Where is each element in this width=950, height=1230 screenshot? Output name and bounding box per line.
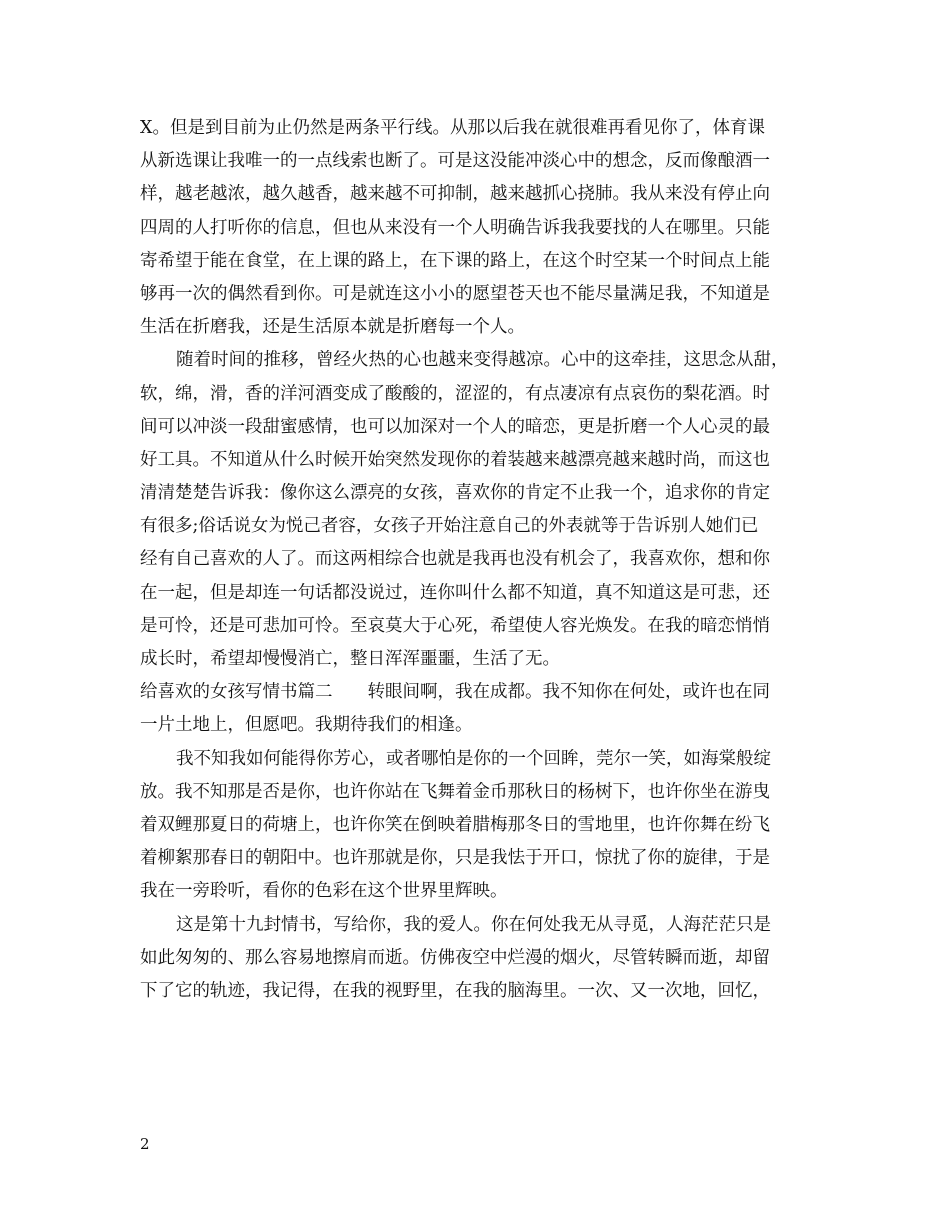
document-body <box>140 112 820 1008</box>
text-line: 样，越老越浓，越久越香，越来越不可抑制，越来越抓心挠肺。我从来没有停止向 <box>140 184 770 205</box>
text-line: 是可怜，还是可悲加可怜。至哀莫大于心死，希望使人容光焕发。在我的暗恋悄悄 <box>140 615 770 636</box>
text-line: 生活在折磨我，还是生活原本就是折磨每一个人。 <box>140 317 525 338</box>
text-line: 有很多;俗话说女为悦己者容，女孩子开始注意自己的外表就等于告诉别人她们已 <box>140 516 759 537</box>
text-line: 放。我不知那是否是你，也许你站在飞舞着金币那秋日的杨树下，也许你坐在游曳 <box>140 781 770 802</box>
text-line: 清清楚楚告诉我：像你这么漂亮的女孩，喜欢你的肯定不止我一个，追求你的肯定 <box>140 483 770 504</box>
text-line: 好工具。不知道从什么时候开始突然发现你的着装越来越漂亮越来越时尚，而这也 <box>140 449 770 470</box>
text-line: 从新选课让我唯一的一点线索也断了。可是这没能冲淡心中的想念，反而像酿酒一 <box>140 151 770 172</box>
paragraph <box>140 344 820 676</box>
paragraph <box>140 743 820 909</box>
text-line: X。但是到目前为止仍然是两条平行线。从那以后我在就很难再看见你了，体育课 <box>140 118 765 138</box>
paragraph <box>140 909 820 1009</box>
paragraph <box>140 112 820 344</box>
text-line: 着柳絮那春日的朝阳中。也许那就是你，只是我怯于开口，惊扰了你的旋律，于是 <box>140 848 770 869</box>
text-line: 给喜欢的女孩写情书篇二 转眼间啊，我在成都。我不知你在何处，或许也在同 <box>140 682 770 703</box>
text-line: 四周的人打听你的信息，但也从来没有一个人明确告诉我我要找的人在哪里。只能 <box>140 217 770 238</box>
text-line: 我不知我如何能得你芳心，或者哪怕是你的一个回眸，莞尔一笑，如海棠般绽 <box>176 748 771 769</box>
text-line: 间可以冲淡一段甜蜜感情，也可以加深对一个人的暗恋，更是折磨一个人心灵的最 <box>140 416 770 437</box>
text-line: 成长时，希望却慢慢消亡，整日浑浑噩噩，生活了无。 <box>140 649 560 669</box>
text-line: 如此匆匆的、那么容易地擦肩而逝。仿佛夜空中烂漫的烟火，尽管转瞬而逝，却留 <box>140 947 770 968</box>
text-line: 下了它的轨迹，我记得，在我的视野里，在我的脑海里。一次、又一次地，回忆， <box>140 980 770 1001</box>
paragraph <box>140 676 820 742</box>
text-line: 着双鲤那夏日的荷塘上，也许你笑在倒映着腊梅那冬日的雪地里，也许你舞在纷飞 <box>140 814 770 835</box>
text-line: 在一起，但是却连一句话都没说过，连你叫什么都不知道，真不知道这是可悲，还 <box>140 582 770 603</box>
text-line: 一片土地上，但愿吧。我期待我们的相逢。 <box>140 715 473 736</box>
text-line: 软，绵，滑，香的洋河酒变成了酸酸的，涩涩的，有点凄凉有点哀伤的梨花酒。时 <box>140 383 770 404</box>
text-line: 寄希望于能在食堂，在上课的路上，在下课的路上，在这个时空某一个时间点上能 <box>140 250 770 271</box>
text-line: 随着时间的推移，曾经火热的心也越来变得越凉。心中的这牵挂，这思念从甜， <box>176 350 789 371</box>
text-line: 经有自己喜欢的人了。而这两相综合也就是我再也没有机会了，我喜欢你，想和你 <box>140 549 770 570</box>
text-line: 够再一次的偶然看到你。可是就连这小小的愿望苍天也不能尽量满足我，不知道是 <box>140 283 770 304</box>
page-number: 2 <box>140 1135 150 1153</box>
text-line: 这是第十九封情书，写给你，我的爱人。你在何处我无从寻觅，人海茫茫只是 <box>176 914 771 935</box>
text-line: 我在一旁聆听，看你的色彩在这个世界里辉映。 <box>140 881 508 902</box>
